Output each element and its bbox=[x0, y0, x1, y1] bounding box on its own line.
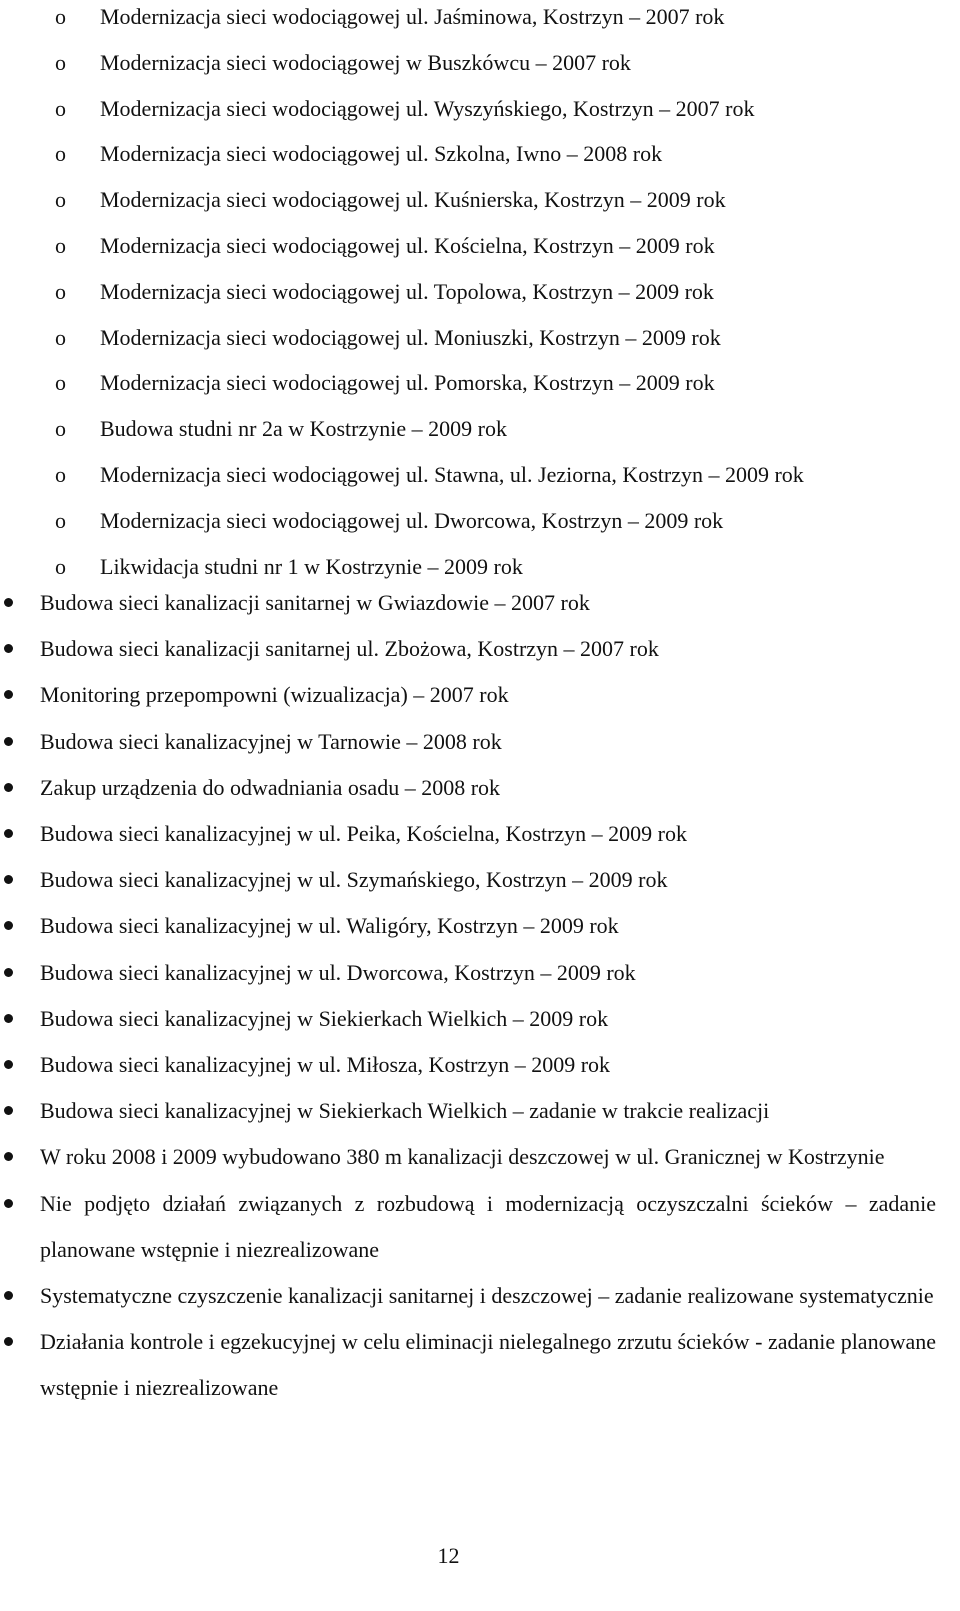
list-item-text: Monitoring przepompowni (wizualizacja) – 2007 rok bbox=[40, 682, 509, 708]
water-network-list bbox=[0, 0, 960, 589]
list-item bbox=[0, 672, 936, 718]
list-item-text: Modernizacja sieci wodociągowej ul. Stawna, ul. Jeziorna, Kostrzyn – 2009 rok bbox=[100, 461, 804, 487]
list-item-text: Budowa studni nr 2a w Kostrzynie – 2009 rok bbox=[100, 416, 507, 442]
list-item bbox=[0, 40, 960, 86]
list-item bbox=[0, 1042, 936, 1088]
list-item bbox=[0, 950, 936, 996]
bullet-icon bbox=[4, 829, 13, 838]
list-marker: o bbox=[55, 461, 66, 487]
list-marker: o bbox=[55, 232, 66, 258]
list-item bbox=[0, 857, 936, 903]
page-number: 12 bbox=[437, 1543, 460, 1568]
list-item-text: Budowa sieci kanalizacyjnej w ul. Peika, Kościelna, Kostrzyn – 2009 rok bbox=[40, 821, 688, 847]
list-item-text: Budowa sieci kanalizacyjnej w Siekierkach Wielkich – zadanie w trakcie realizacji bbox=[40, 1098, 770, 1124]
list-item bbox=[0, 1088, 936, 1134]
list-item bbox=[0, 996, 936, 1042]
bullet-icon bbox=[4, 1014, 13, 1023]
list-item-text: Likwidacja studni nr 1 w Kostrzynie – 2009 rok bbox=[100, 553, 523, 579]
bullet-icon bbox=[4, 598, 13, 607]
list-item bbox=[0, 1134, 936, 1180]
bullet-icon bbox=[4, 1060, 13, 1069]
bullet-icon bbox=[4, 644, 13, 653]
list-item-text: Modernizacja sieci wodociągowej ul. Wyszyńskiego, Kostrzyn – 2007 rok bbox=[100, 95, 755, 121]
list-item bbox=[0, 452, 960, 498]
list-item bbox=[0, 315, 960, 361]
bullet-icon bbox=[4, 1291, 13, 1300]
list-item bbox=[0, 811, 936, 857]
list-item-text: Budowa sieci kanalizacyjnej w ul. Miłosza, Kostrzyn – 2009 rok bbox=[40, 1052, 611, 1078]
bullet-icon bbox=[4, 690, 13, 699]
list-item bbox=[0, 406, 960, 452]
bullet-icon bbox=[4, 1152, 13, 1161]
list-item bbox=[0, 1181, 936, 1273]
bullet-icon bbox=[4, 1106, 13, 1115]
list-item-text: Modernizacja sieci wodociągowej ul. Topolowa, Kostrzyn – 2009 rok bbox=[100, 278, 714, 304]
bullet-icon bbox=[4, 875, 13, 884]
list-item bbox=[0, 1273, 936, 1319]
list-item-text: Modernizacja sieci wodociągowej w Buszkówcu – 2007 rok bbox=[100, 49, 631, 75]
list-marker: o bbox=[55, 324, 66, 350]
list-item-text: Budowa sieci kanalizacyjnej w Siekierkach Wielkich – 2009 rok bbox=[40, 1005, 609, 1031]
list-item-text: Modernizacja sieci wodociągowej ul. Szkolna, Iwno – 2008 rok bbox=[100, 141, 663, 167]
list-item-text: W roku 2008 i 2009 wybudowano 380 m kanalizacji deszczowej w ul. Granicznej w Kostrzynie bbox=[40, 1144, 885, 1170]
list-item bbox=[0, 765, 936, 811]
list-item bbox=[0, 223, 960, 269]
list-item bbox=[0, 580, 936, 626]
list-item bbox=[0, 0, 960, 40]
list-item-text: Modernizacja sieci wodociągowej ul. Kuśnierska, Kostrzyn – 2009 rok bbox=[100, 187, 726, 213]
bullet-icon bbox=[4, 1199, 13, 1208]
list-item-text: Modernizacja sieci wodociągowej ul. Jaśminowa, Kostrzyn – 2007 rok bbox=[100, 4, 725, 29]
list-marker: o bbox=[55, 141, 66, 167]
list-item bbox=[0, 626, 936, 672]
list-item bbox=[0, 177, 960, 223]
bullet-icon bbox=[4, 921, 13, 930]
list-item-text: Modernizacja sieci wodociągowej ul. Pomorska, Kostrzyn – 2009 rok bbox=[100, 370, 715, 396]
bullet-icon bbox=[4, 737, 13, 746]
list-item bbox=[0, 719, 936, 765]
list-item bbox=[0, 498, 960, 544]
bullet-icon bbox=[4, 968, 13, 977]
list-marker: o bbox=[55, 4, 66, 29]
list-marker: o bbox=[55, 416, 66, 442]
list-item-text: Modernizacja sieci wodociągowej ul. Moniuszki, Kostrzyn – 2009 rok bbox=[100, 324, 721, 350]
bullet-icon bbox=[4, 1337, 13, 1346]
bullet-icon bbox=[4, 783, 13, 792]
list-item-text: Systematyczne czyszczenie kanalizacji sanitarnej i deszczowej – zadanie realizowane systematycznie bbox=[40, 1283, 934, 1309]
list-marker: o bbox=[55, 507, 66, 533]
list-item-text: Budowa sieci kanalizacyjnej w ul. Waligóry, Kostrzyn – 2009 rok bbox=[40, 913, 619, 939]
list-marker: o bbox=[55, 370, 66, 396]
list-item bbox=[0, 269, 960, 315]
list-item bbox=[0, 903, 936, 949]
list-item-text: Działania kontrole i egzekucyjnej w celu eliminacji nielegalnego zrzutu ścieków - zadanie planowane wstępnie i niezrealizowane bbox=[40, 1329, 936, 1401]
list-item-text: Modernizacja sieci wodociągowej ul. Dworcowa, Kostrzyn – 2009 rok bbox=[100, 507, 724, 533]
list-item-text: Budowa sieci kanalizacji sanitarnej ul. Zbożowa, Kostrzyn – 2007 rok bbox=[40, 636, 659, 662]
list-marker: o bbox=[55, 187, 66, 213]
list-item bbox=[0, 1319, 936, 1411]
list-marker: o bbox=[55, 553, 66, 579]
list-item bbox=[0, 360, 960, 406]
list-marker: o bbox=[55, 49, 66, 75]
list-item-text: Zakup urządzenia do odwadniania osadu – 2008 rok bbox=[40, 774, 501, 800]
list-item-text: Nie podjęto działań związanych z rozbudową i modernizacją oczyszczalni ścieków – zadanie planowane wstępnie i niezrealizowane bbox=[40, 1190, 936, 1262]
list-item-text: Budowa sieci kanalizacyjnej w ul. Szymańskiego, Kostrzyn – 2009 rok bbox=[40, 867, 668, 893]
list-item-text: Budowa sieci kanalizacji sanitarnej w Gwiazdowie – 2007 rok bbox=[40, 590, 590, 615]
list-marker: o bbox=[55, 278, 66, 304]
list-marker: o bbox=[55, 95, 66, 121]
list-item bbox=[0, 86, 960, 132]
list-item-text: Budowa sieci kanalizacyjnej w Tarnowie – 2008 rok bbox=[40, 728, 502, 754]
list-item-text: Budowa sieci kanalizacyjnej w ul. Dworcowa, Kostrzyn – 2009 rok bbox=[40, 959, 636, 985]
list-item bbox=[0, 131, 960, 177]
list-item-text: Modernizacja sieci wodociągowej ul. Kościelna, Kostrzyn – 2009 rok bbox=[100, 232, 715, 258]
investment-list bbox=[0, 580, 960, 1412]
